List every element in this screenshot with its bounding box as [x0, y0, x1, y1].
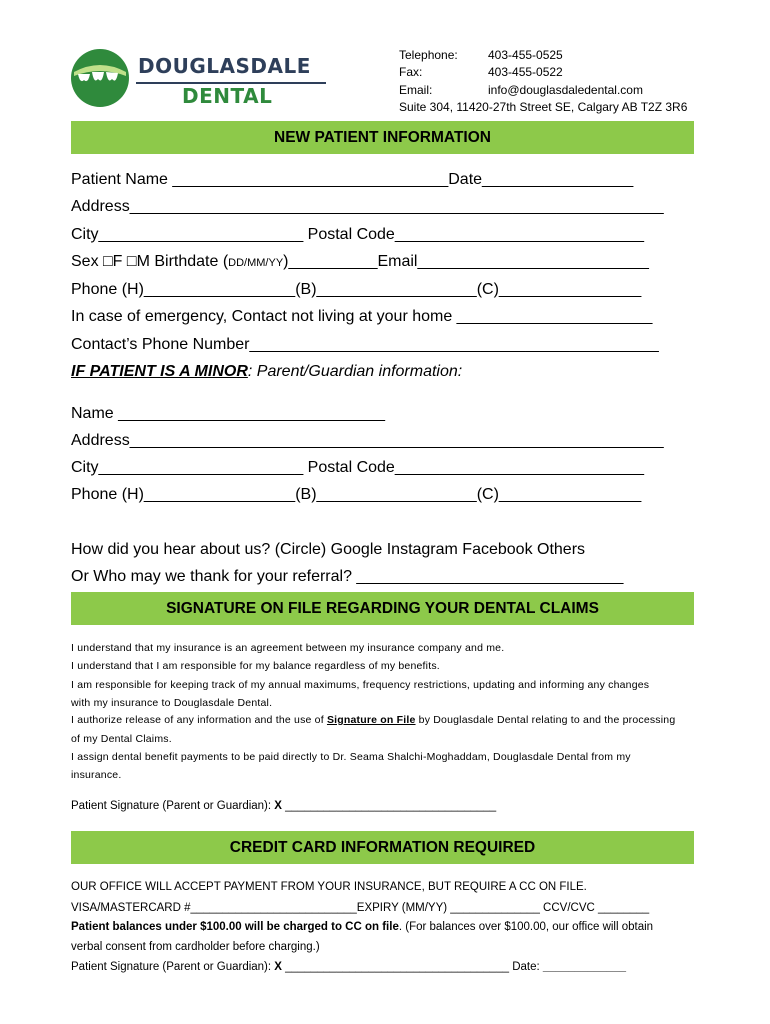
guardian-name-field[interactable]: Name ______________________________: [71, 405, 386, 422]
term-line-4: [71, 714, 675, 726]
guardian-city-field[interactable]: City_______________________ Postal Code____________________________: [71, 459, 644, 476]
term-line-4d: of my Dental Claims.: [71, 733, 172, 745]
referral-thanks-field[interactable]: Or Who may we thank for your referral? ______________________________: [71, 568, 624, 585]
cc-balance-policy: [71, 921, 653, 933]
cc-balance-bold: Patient balances under $100.00 will be charged to CC on file: [71, 921, 399, 933]
signature-label-2: Patient Signature (Parent or Guardian):: [71, 961, 275, 973]
cc-number-expiry-cvc-field[interactable]: VISA/MASTERCARD #__________________________EXPIRY (MM/YY) ______________ CCV/CVC ________: [71, 902, 650, 914]
sex-birthdate-label: Sex □F □M Birthdate (: [71, 253, 229, 270]
sex-birthdate-email-row[interactable]: [71, 253, 649, 271]
patient-city-field[interactable]: City_______________________ Postal Code____________________________: [71, 226, 644, 243]
email-label: Email:: [399, 83, 433, 97]
practice-logo: [70, 48, 340, 110]
contact-phone-field[interactable]: Contact’s Phone Number______________________________________________: [71, 336, 659, 353]
brand-line2: DENTAL: [182, 84, 273, 108]
brand-line1: DOUGLASDALE: [138, 54, 311, 78]
telephone-value: 403-455-0525: [488, 48, 563, 62]
term-line-3b: with my insurance to Douglasdale Dental.: [71, 697, 273, 709]
fax-value: 403-455-0522: [488, 65, 563, 79]
cc-consent-line: verbal consent from cardholder before charging.): [71, 941, 320, 953]
patient-address-field[interactable]: Address____________________________________________________________: [71, 198, 664, 215]
patient-signature-row-1[interactable]: [71, 800, 496, 812]
section-title-signature: SIGNATURE ON FILE REGARDING YOUR DENTAL CLAIMS: [71, 592, 694, 625]
telephone-label: Telephone:: [399, 48, 458, 62]
signature-label: Patient Signature (Parent or Guardian):: [71, 800, 275, 812]
patient-phone-field[interactable]: Phone (H)_________________(B)__________________(C)________________: [71, 281, 642, 298]
cc-policy-line: OUR OFFICE WILL ACCEPT PAYMENT FROM YOUR INSURANCE, BUT REQUIRE A CC ON FILE.: [71, 881, 587, 893]
cc-balance-rest: . (For balances over $100.00, our office will obtain: [398, 921, 654, 933]
signature-line[interactable]: _________________________________: [281, 800, 497, 812]
section-title-new-patient: NEW PATIENT INFORMATION: [71, 121, 694, 154]
address-line: Suite 304, 11420-27th Street SE, Calgary AB T2Z 3R6: [399, 100, 688, 114]
signature-x-mark: X: [274, 800, 282, 812]
guardian-address-field[interactable]: Address____________________________________________________________: [71, 432, 664, 449]
tooth-logo-icon: [70, 48, 130, 108]
term-line-4a: I authorize release of any information and the use of: [71, 714, 327, 726]
minor-heading-label: IF PATIENT IS A MINOR: [71, 363, 248, 380]
date-line[interactable]: _____________: [542, 961, 627, 973]
term-line-1: I understand that my insurance is an agreement between my insurance company and me.: [71, 642, 505, 654]
signature-x-mark-2: X: [274, 961, 282, 973]
term-line-5b: insurance.: [71, 769, 122, 781]
referral-source-question[interactable]: How did you hear about us? (Circle) Google Instagram Facebook Others: [71, 541, 586, 558]
fax-label: Fax:: [399, 65, 423, 79]
term-line-3: I am responsible for keeping track of my annual maximums, frequency restrictions, updating and informing any changes: [71, 679, 650, 691]
emergency-contact-field[interactable]: In case of emergency, Contact not living at your home ______________________: [71, 308, 653, 325]
guardian-phone-field[interactable]: Phone (H)_________________(B)__________________(C)________________: [71, 486, 642, 503]
signature-on-file-text: Signature on File: [326, 714, 416, 726]
birthdate-email-field[interactable]: )__________Email__________________________: [283, 253, 649, 270]
term-line-2: I understand that I am responsible for my balance regardless of my benefits.: [71, 660, 440, 672]
patient-name-field[interactable]: Patient Name _______________________________Date_________________: [71, 171, 634, 188]
signature-date-line[interactable]: ___________________________________ Date:: [281, 961, 543, 973]
date-format-hint: DD/MM/YY: [228, 257, 284, 269]
minor-heading: [71, 363, 462, 381]
patient-signature-row-2[interactable]: [71, 961, 626, 973]
term-line-5: I assign dental benefit payments to be paid directly to Dr. Seama Shalchi-Moghaddam, Douglasdale Dental from my: [71, 751, 631, 763]
minor-heading-rest: : Parent/Guardian information:: [247, 363, 463, 380]
section-title-credit-card: CREDIT CARD INFORMATION REQUIRED: [71, 831, 694, 864]
term-line-4c: by Douglasdale Dental relating to and the processing: [415, 714, 676, 726]
email-value[interactable]: info@douglasdaledental.com: [488, 83, 643, 97]
